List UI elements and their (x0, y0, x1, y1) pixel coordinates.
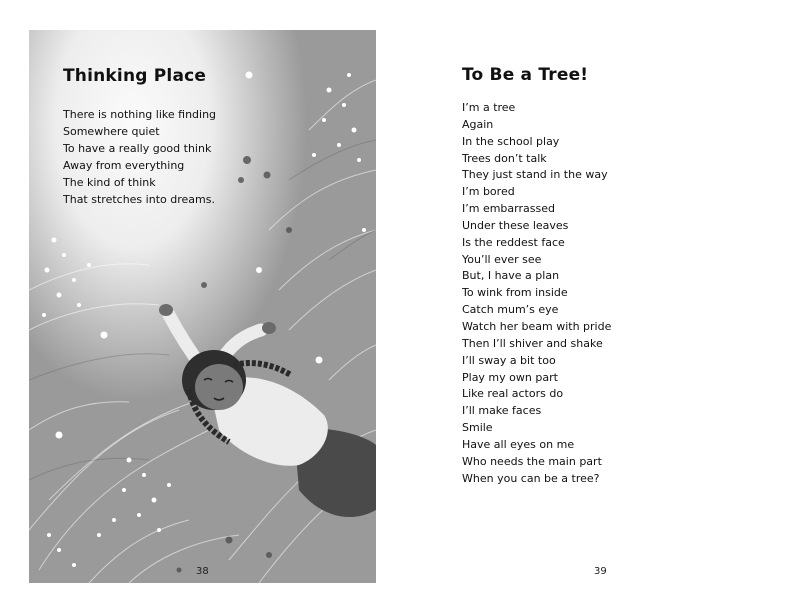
poem-body-to-be-a-tree (462, 100, 611, 487)
poem-line: I’m bored (462, 185, 515, 199)
poem-line: Then I’ll shiver and shake (462, 336, 603, 350)
poem-line: You’ll ever see (462, 252, 542, 266)
poem-line: Watch her beam with pride (462, 319, 612, 333)
poem-line: Away from everything (63, 159, 185, 172)
poem-line: To wink from inside (462, 286, 568, 300)
poem-body-thinking-place (63, 106, 216, 208)
poem-title-thinking-place: Thinking Place (63, 66, 207, 86)
poem-line: Play my own part (462, 370, 558, 384)
poem-line: Smile (462, 421, 493, 435)
poem-line: They just stand in the way (462, 168, 608, 182)
poem-line: When you can be a tree? (462, 471, 600, 485)
poem-title-to-be-a-tree: To Be a Tree! (462, 65, 589, 85)
poem-line: Catch mum’s eye (462, 303, 559, 317)
poem-line: I’m a tree (462, 101, 516, 114)
poem-line: But, I have a plan (462, 269, 560, 283)
poem-line: There is nothing like finding (63, 108, 217, 121)
poem-line: Who needs the main part (462, 454, 602, 468)
poem-line: I’ll sway a bit too (462, 353, 556, 367)
poem-line: That stretches into dreams. (63, 193, 215, 206)
page-number-right: 39 (594, 566, 607, 577)
poem-line: In the school play (462, 134, 560, 148)
page-number-left: 38 (196, 566, 209, 577)
poem-line: Is the reddest face (462, 235, 565, 249)
illustration-girl-in-meadow (29, 30, 376, 583)
poem-line: Again (462, 117, 494, 131)
poem-line: I’ll make faces (462, 404, 542, 418)
poem-line: To have a really good think (63, 142, 212, 155)
poem-line: Like real actors do (462, 387, 564, 401)
poem-line: The kind of think (63, 176, 156, 189)
poem-line: Trees don’t talk (462, 151, 547, 165)
poem-line: Have all eyes on me (462, 437, 575, 451)
poem-line: Under these leaves (462, 218, 569, 232)
poem-line: Somewhere quiet (63, 125, 160, 138)
poem-line: I’m embarrassed (462, 202, 555, 216)
